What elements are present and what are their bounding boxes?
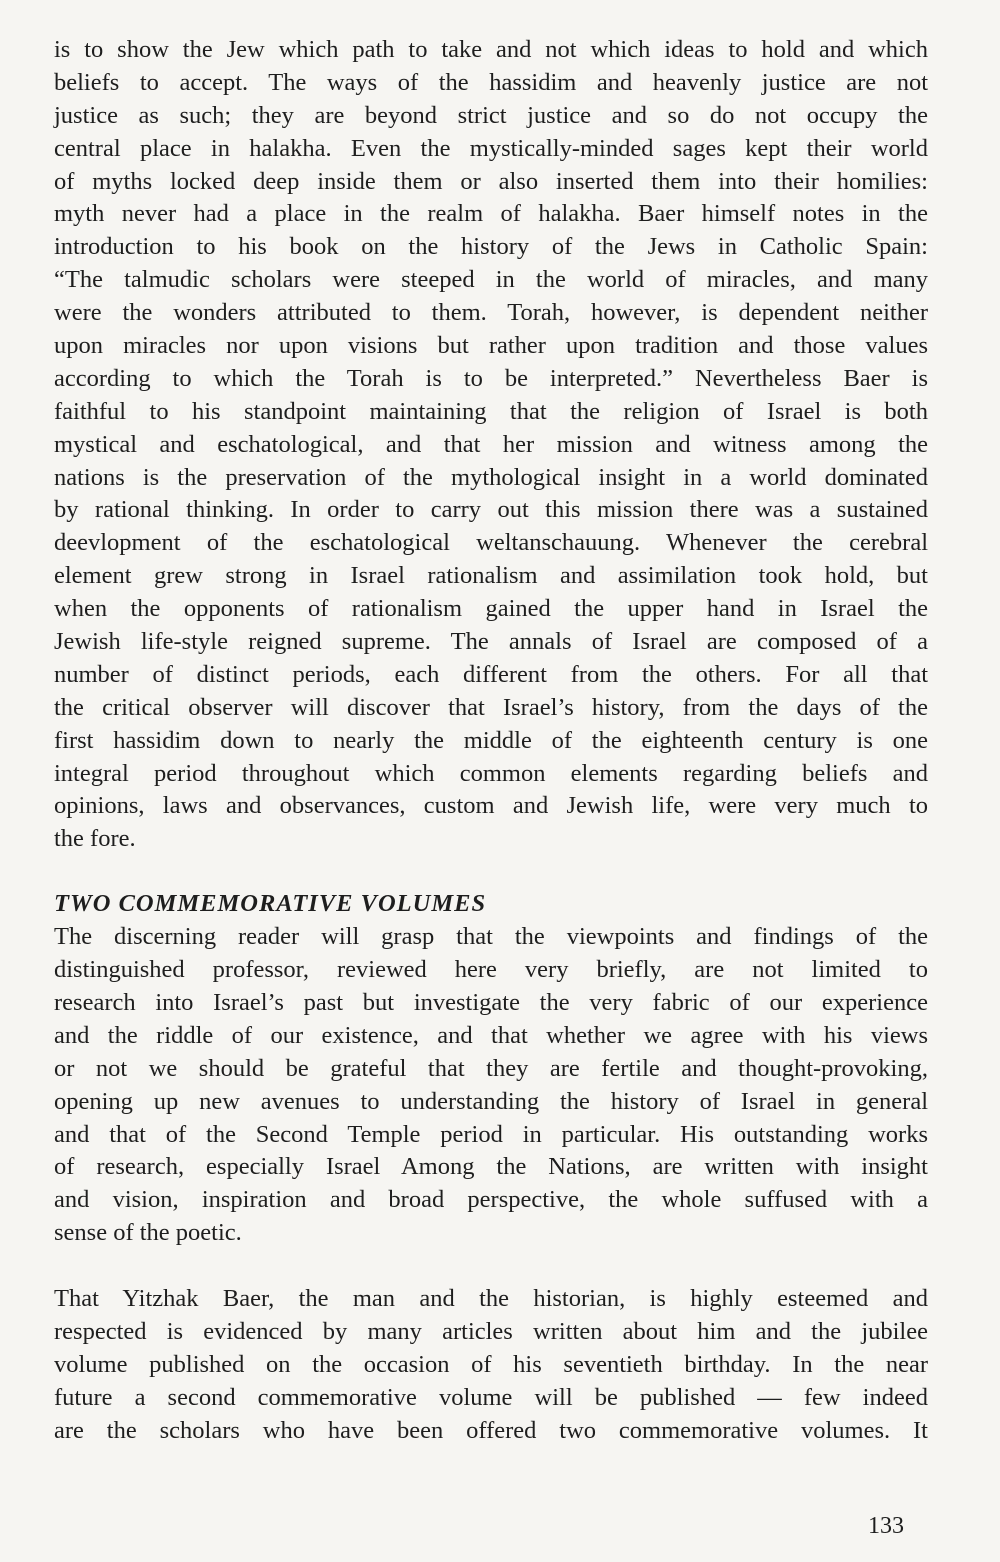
text-line: “The talmudic scholars were steeped in the world of miracles, and many (54, 266, 928, 294)
text-line: were the wonders attributed to them. Torah, however, is dependent neither (54, 299, 928, 327)
text-line: first hassidim down to nearly the middle of the eighteenth century is one (54, 726, 928, 754)
text-line: nations is the preservation of the mythological insight in a world dominated (54, 463, 928, 491)
text-line: Jewish life-style reigned supreme. The annals of Israel are composed of a (54, 628, 928, 656)
text-line: faithful to his standpoint maintaining that the religion of Israel is both (54, 397, 928, 425)
text-line: and vision, inspiration and broad perspective, the whole suffused with a (54, 1186, 928, 1214)
text-line: number of distinct periods, each different from the others. For all that (54, 660, 928, 688)
text-line: or not we should be grateful that they are fertile and thought-provoking, (54, 1054, 928, 1082)
text-line: of research, especially Israel Among the Nations, are written with insight (54, 1153, 928, 1181)
text-line: and that of the Second Temple period in particular. His outstanding works (54, 1120, 928, 1148)
page-number: 133 (868, 1513, 904, 1539)
text-line: is to show the Jew which path to take and not which ideas to hold and which (54, 36, 928, 63)
text-line: volume published on the occasion of his seventieth birthday. In the near (54, 1350, 928, 1378)
text-line: upon miracles nor upon visions but rather upon tradition and those values (54, 332, 928, 360)
text-line: justice as such; they are beyond strict justice and so do not occupy the (54, 101, 928, 129)
text-line: respected is evidenced by many articles written about him and the jubilee (54, 1317, 928, 1345)
text-line: of myths locked deep inside them or also inserted them into their homilies: (54, 167, 928, 195)
text-line: myth never had a place in the realm of halakha. Baer himself notes in the (54, 200, 928, 228)
text-line: research into Israel’s past but investigate the very fabric of our experience (54, 988, 928, 1016)
text-line: The discerning reader will grasp that the viewpoints and findings of the (54, 923, 928, 951)
text-line: introduction to his book on the history of the Jews in Catholic Spain: (54, 233, 928, 261)
page-body (54, 34, 928, 1448)
text-line: opinions, laws and observances, custom and Jewish life, were very much to (54, 792, 928, 820)
text-line: by rational thinking. In order to carry out this mission there was a sustained (54, 496, 928, 524)
paragraph-spacer (54, 1250, 928, 1283)
text-line: according to which the Torah is to be interpreted.” Nevertheless Baer is (54, 364, 928, 392)
text-line: are the scholars who have been offered two commemorative volumes. It (54, 1416, 928, 1444)
text-line: mystical and eschatological, and that her mission and witness among the (54, 430, 928, 458)
text-line: future a second commemorative volume will be published — few indeed (54, 1383, 928, 1411)
text-line: when the opponents of rationalism gained the upper hand in Israel the (54, 595, 928, 623)
text-line: and the riddle of our existence, and that whether we agree with his views (54, 1021, 928, 1049)
text-line: sense of the poetic. (54, 1219, 242, 1247)
text-line: central place in halakha. Even the mystically-minded sages kept their world (54, 134, 928, 162)
text-line: the critical observer will discover that Israel’s history, from the days of the (54, 693, 928, 721)
paragraph-3 (54, 1283, 928, 1447)
text-line: element grew strong in Israel rationalism and assimilation took hold, but (54, 562, 928, 590)
text-line: distinguished professor, reviewed here very briefly, are not limited to (54, 956, 928, 984)
paragraph-1 (54, 34, 928, 856)
section-heading: TWO COMMEMORATIVE VOLUMES (54, 890, 487, 918)
text-line: opening up new avenues to understanding the history of Israel in general (54, 1087, 928, 1115)
text-line: the fore. (54, 825, 136, 853)
text-line: integral period throughout which common elements regarding beliefs and (54, 759, 928, 787)
paragraph-2 (54, 921, 928, 1250)
text-line: That Yitzhak Baer, the man and the historian, is highly esteemed and (54, 1285, 928, 1313)
text-line: deevlopment of the eschatological weltanschauung. Whenever the cerebral (54, 529, 928, 557)
text-line: beliefs to accept. The ways of the hassidim and heavenly justice are not (54, 68, 928, 96)
